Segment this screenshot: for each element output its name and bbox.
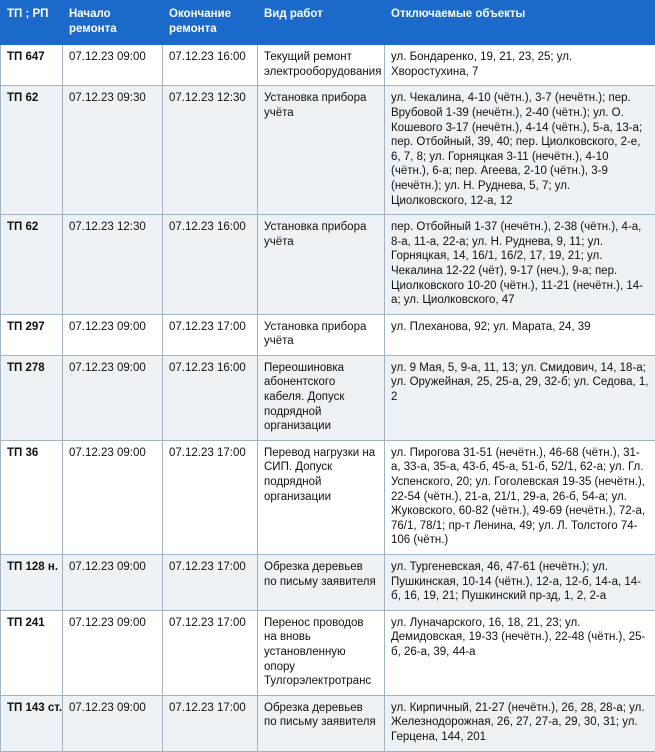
cell-objects: ул. Чекалина, 4-10 (чётн.), 3-7 (нечётн.); пер. Врубовой 1-39 (нечётн.), 2-40 (чётн.); ул. О. Кошевого 3-17 (нечётн.), 4-14 (чётн.), 5-а, 13-а; пер. Отбойный, 39, 40; пер. Циолковского, 2-е, 6, 7, 8; ул. Горняцкая 3-11 (нечётн.), 4-10 (чётн.), 6-а; пер. Агеева, 2-10 (чётн.), 3-9 (нечётн.); ул. Н. Руднева, 5, 7; ул. Циолковского, 12-а, 12 <box>385 86 655 215</box>
cell-end: 07.12.23 16:00 <box>163 215 258 315</box>
cell-start: 07.12.23 09:00 <box>63 440 163 554</box>
cell-end: 07.12.23 17:00 <box>163 695 258 751</box>
cell-start: 07.12.23 09:00 <box>63 610 163 695</box>
cell-work-type: Обрезка деревьев по письму заявителя <box>258 555 385 611</box>
cell-start: 07.12.23 09:00 <box>63 45 163 86</box>
cell-tp: ТП 62 <box>1 215 63 315</box>
cell-objects: пер. Отбойный 1-37 (нечётн.), 2-38 (чётн.), 4-а, 8-а, 11-а, 22-а; ул. Н. Руднева, 9, 11; ул. Горняцкая, 14, 16/1, 16/2, 17, 19, 21; ул. Чекалина 12-22 (чёт), 9-17 (неч.), 9-а; пер. Циолковского 10-20 (чётн.), 11-21 (нечётн.), 14-а; ул. Циолковского, 47 <box>385 215 655 315</box>
cell-objects: ул. Кирпичный, 21-27 (нечётн.), 26, 28, 28-а; ул. Железнодорожная, 26, 27, 27-а, 29, 30, 31; ул. Герцена, 144, 201 <box>385 695 655 751</box>
table-body <box>1 45 655 751</box>
cell-start: 07.12.23 09:30 <box>63 86 163 215</box>
cell-end: 07.12.23 16:00 <box>163 355 258 440</box>
cell-tp: ТП 143 ст. <box>1 695 63 751</box>
table-row <box>1 555 655 611</box>
column-header-start: Начало ремонта <box>63 1 163 45</box>
cell-start: 07.12.23 09:00 <box>63 555 163 611</box>
cell-end: 07.12.23 17:00 <box>163 610 258 695</box>
cell-objects: ул. 9 Мая, 5, 9-а, 11, 13; ул. Смидович, 14, 18-а; ул. Оружейная, 25, 25-а, 29, 32-б; ул. Седова, 1, 2 <box>385 355 655 440</box>
cell-work-type: Установка прибора учёта <box>258 86 385 215</box>
cell-tp: ТП 62 <box>1 86 63 215</box>
cell-end: 07.12.23 16:00 <box>163 45 258 86</box>
cell-tp: ТП 241 <box>1 610 63 695</box>
table-row <box>1 440 655 554</box>
table-row <box>1 45 655 86</box>
cell-objects: ул. Пирогова 31-51 (нечётн.), 46-68 (чётн.), 31-а, 33-а, 35-а, 43-б, 45-а, 51-б, 52/1, 62-а; ул. Гл. Успенского, 20; ул. Гоголевская 19-35 (нечётн.), 22-54 (чётн.), 21-а, 21/1, 29-а, 26-б, 54-а; ул. Жуковского, 60-82 (чётн.), 49-69 (нечётн.), 72-а, 76/1, 78/1; пр-т Ленина, 49; ул. Л. Толстого 74-106 (чётн.) <box>385 440 655 554</box>
table-row <box>1 314 655 355</box>
cell-work-type: Переошиновка абонентского кабеля. Допуск подрядной организации <box>258 355 385 440</box>
table-row <box>1 610 655 695</box>
cell-end: 07.12.23 17:00 <box>163 314 258 355</box>
cell-end: 07.12.23 17:00 <box>163 440 258 554</box>
table-row <box>1 695 655 751</box>
cell-start: 07.12.23 09:00 <box>63 314 163 355</box>
column-header-work-type: Вид работ <box>258 1 385 45</box>
cell-work-type: Обрезка деревьев по письму заявителя <box>258 695 385 751</box>
table-row <box>1 355 655 440</box>
table-header-row <box>1 1 655 45</box>
column-header-objects: Отключаемые объекты <box>385 1 655 45</box>
cell-tp: ТП 647 <box>1 45 63 86</box>
cell-work-type: Перенос проводов на вновь установленную опору Тулгорэлектротранс <box>258 610 385 695</box>
cell-start: 07.12.23 09:00 <box>63 355 163 440</box>
column-header-end: Окончание ремонта <box>163 1 258 45</box>
cell-objects: ул. Тургеневская, 46, 47-61 (нечётн.); ул. Пушкинская, 10-14 (чётн.), 12-а, 12-б, 14-а, 14-б, 16, 19, 21; Пушкинский пр-зд, 1, 2, 2-а <box>385 555 655 611</box>
cell-tp: ТП 128 н. <box>1 555 63 611</box>
cell-work-type: Текущий ремонт электрооборудования <box>258 45 385 86</box>
cell-work-type: Установка прибора учёта <box>258 215 385 315</box>
cell-objects: ул. Луначарского, 16, 18, 21, 23; ул. Демидовская, 19-33 (нечётн.), 22-48 (чётн.), 25-б, 26-а, 39, 44-а <box>385 610 655 695</box>
cell-objects: ул. Бондаренко, 19, 21, 23, 25; ул. Хворостухина, 7 <box>385 45 655 86</box>
cell-tp: ТП 297 <box>1 314 63 355</box>
table-row <box>1 215 655 315</box>
cell-start: 07.12.23 12:30 <box>63 215 163 315</box>
cell-end: 07.12.23 17:00 <box>163 555 258 611</box>
cell-tp: ТП 278 <box>1 355 63 440</box>
cell-objects: ул. Плеханова, 92; ул. Марата, 24, 39 <box>385 314 655 355</box>
table-header <box>1 1 655 45</box>
cell-tp: ТП 36 <box>1 440 63 554</box>
column-header-tp: ТП ; РП <box>1 1 63 45</box>
cell-work-type: Установка прибора учёта <box>258 314 385 355</box>
cell-work-type: Перевод нагрузки на СИП. Допуск подрядной организации <box>258 440 385 554</box>
table-row <box>1 86 655 215</box>
cell-end: 07.12.23 12:30 <box>163 86 258 215</box>
cell-start: 07.12.23 09:00 <box>63 695 163 751</box>
